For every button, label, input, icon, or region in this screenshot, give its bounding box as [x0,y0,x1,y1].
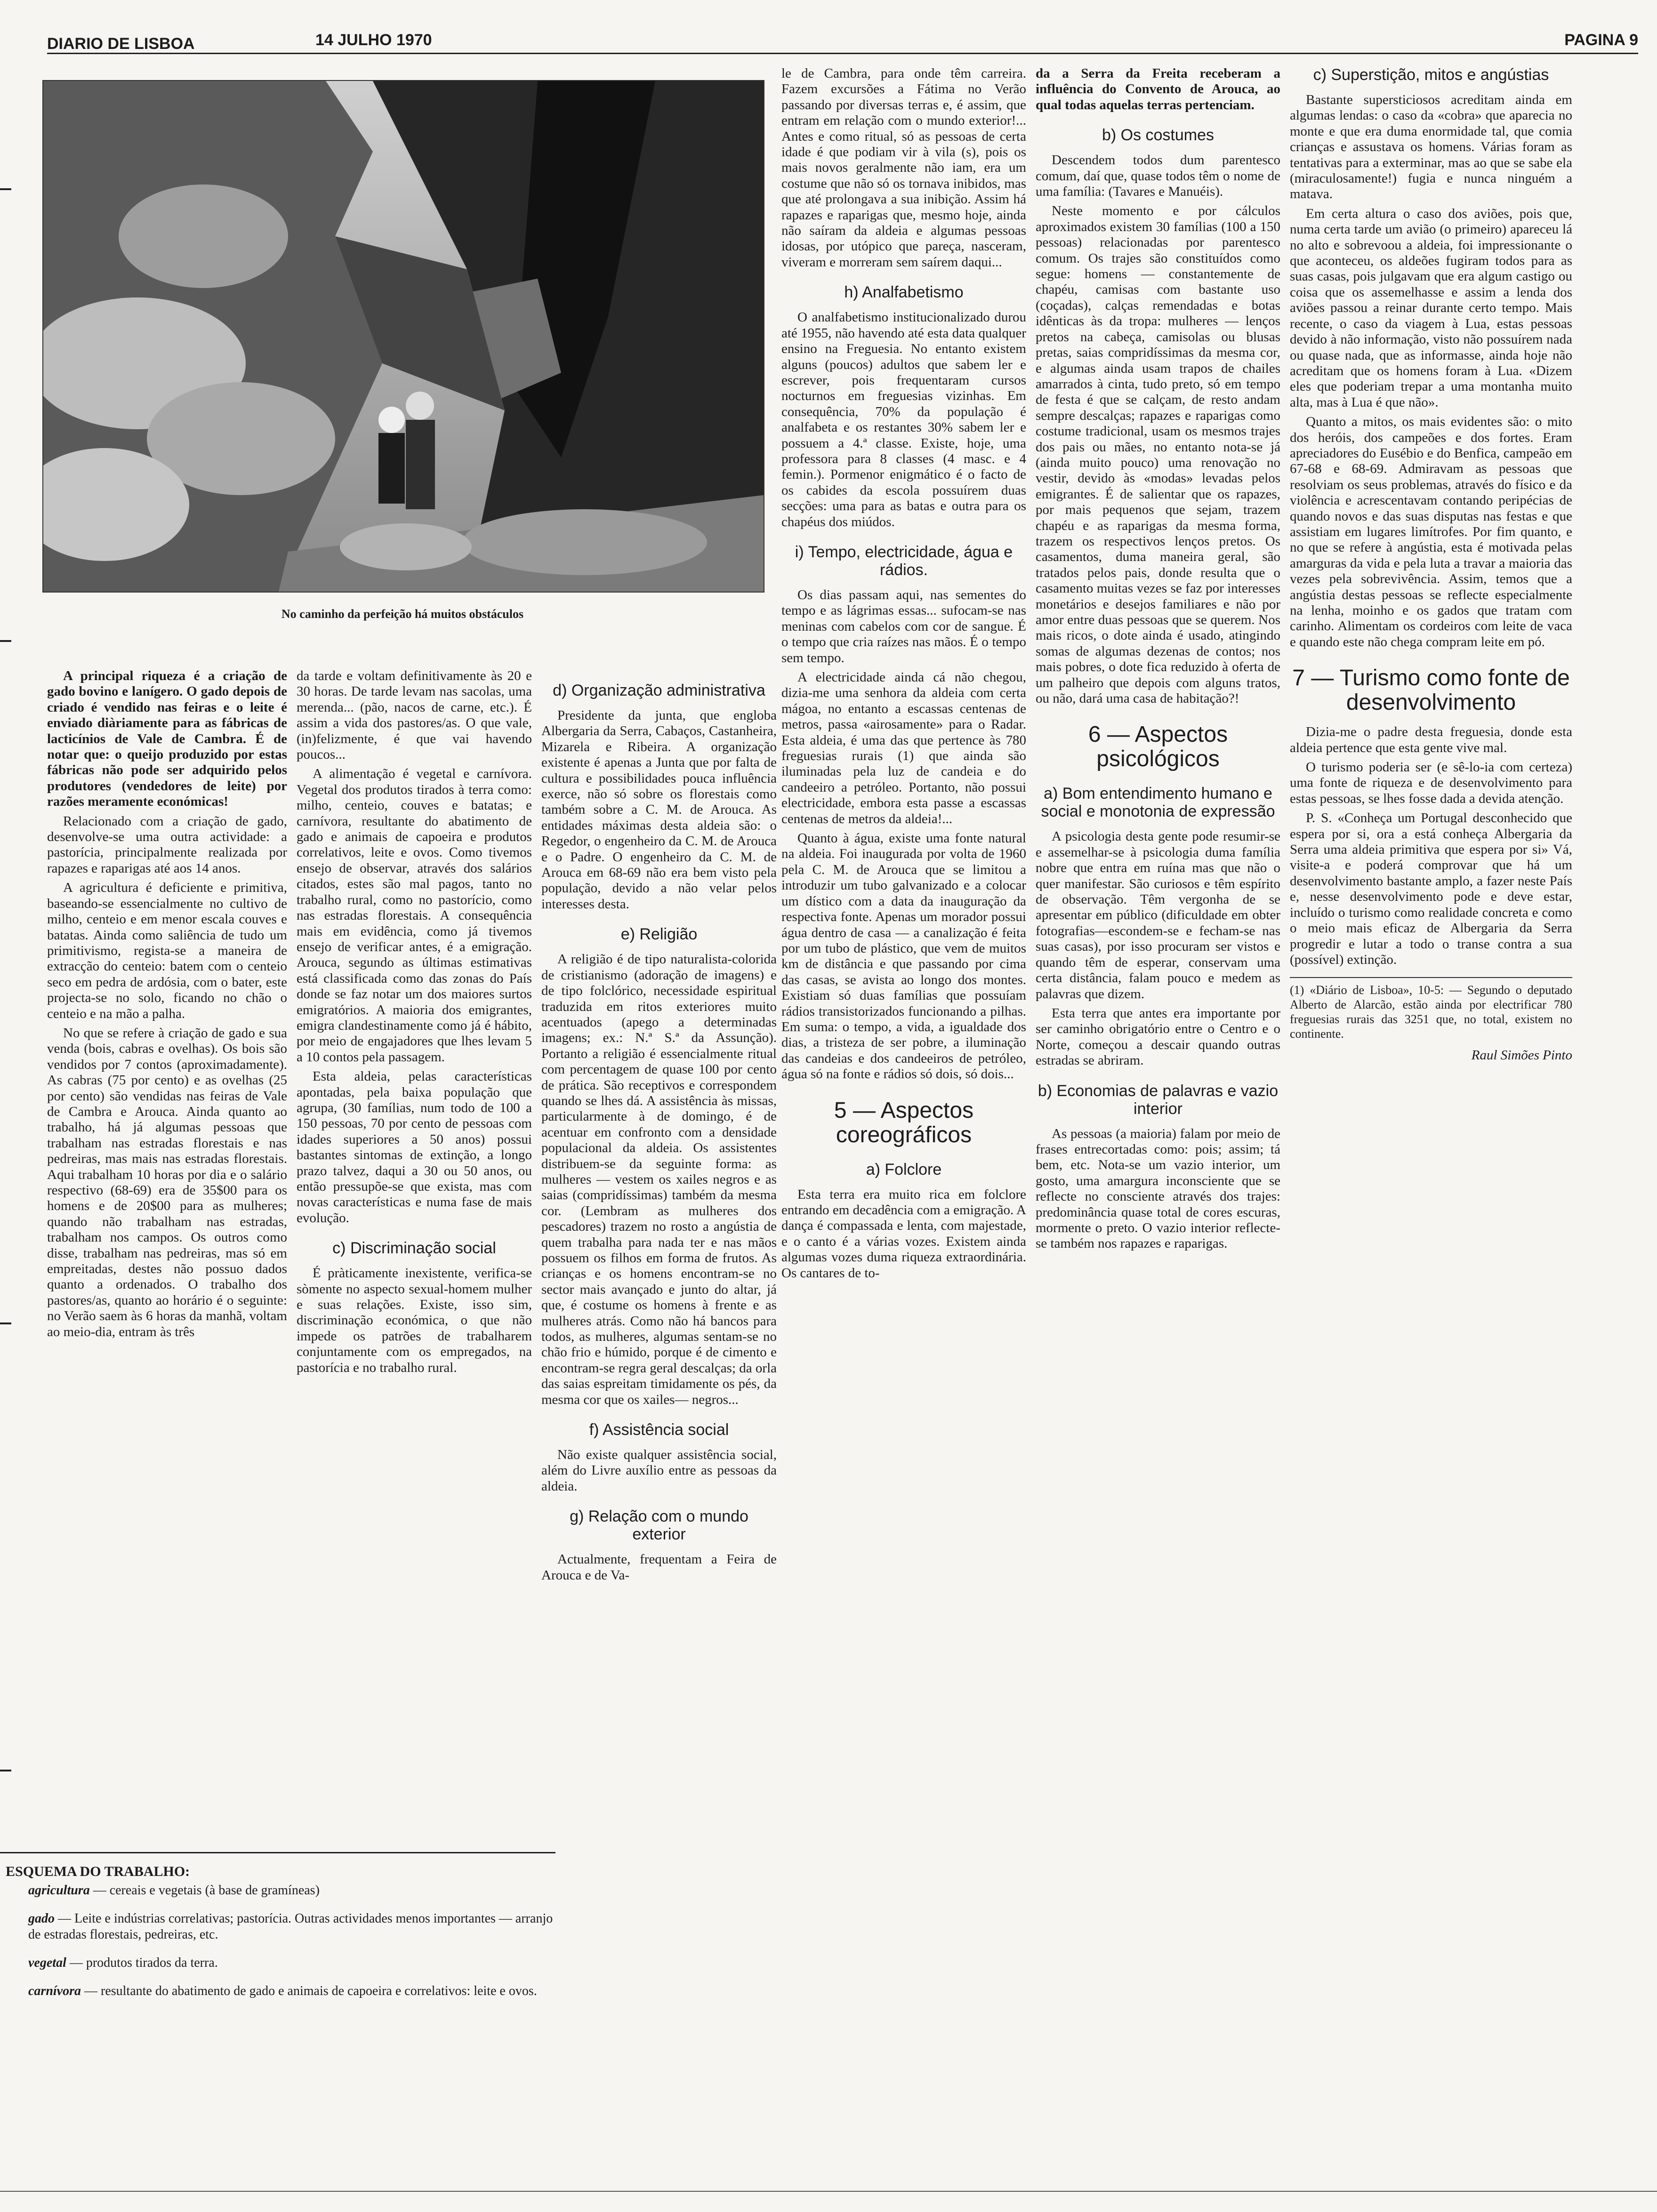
masthead [47,31,1638,56]
paragraph: A alimentação é vegetal e carnívora. Vegetal dos produtos tirados à terra como: milho, centeio, couves e batatas; e carnívora, resultante do abatimento de gado e animais de capoeira e produtos correlativos, leite e ovos. Como tivemos ensejo de observar, através dos salários citados, estes são mal pagos, tanto no trabalho rural, como no pastorício, como nas estradas florestais. A consequência mais em evidência, como já tivemos ensejo de verificar antes, é a emigração. Arouca, segundo as últimas estimativas está classificada como das zonas do País donde se faz notar um dos maiores surtos emigratórios. A maioria dos emigrantes, emigra clandestinamente como já é hábito, por meio de engajadores que lhes levam 5 a 10 contos pela passagem. [297,766,532,1065]
masthead-rule [47,53,1638,54]
paragraph: Actualmente, frequentam a Feira de Arouca e de Va- [541,1552,777,1583]
column-6 [1290,66,1572,1067]
column-1 [47,668,287,1344]
paragraph: A principal riqueza é a criação de gado bovino e lanígero. O gado depois de criado é vendido nas feiras e o leite é enviado diàriamente para as fábricas de lacticínios de Vale de Cambra. É de notar que: o queijo produzido por estas fábricas não pode ser adquirido pelos produtores (vendedores de leite) por razões meramente económicas! [47,668,287,809]
paragraph: Bastante supersticiosos acreditam ainda em algumas lendas: o caso da «cobra» que aparecia no monte e que era duma enormidade tal, que comia crianças e assustava os homens. Várias foram as tentativas para a exterminar, mas ao que se sabe ela (miraculosamente!) fugia e nunca ninguém a matava. [1290,92,1572,202]
section-heading: f) Assistência social [589,1421,729,1439]
column-5 [1036,66,1280,1256]
paragraph: Os dias passam aqui, nas sementes do tempo e as lágrimas essas... sufocam-se nas meninas com cabelos com cor de sangue. É o tempo que cria raízes nas mãos. É o tempo sem tempo. [781,587,1026,665]
section-heading: b) Os costumes [1102,126,1215,144]
photo-caption: No caminho da perfeição há muitos obstáculos [281,607,524,621]
photo-image [43,81,764,592]
section-heading: a) Folclore [866,1160,942,1178]
edge-mark [0,188,11,190]
paragraph: Descendem todos dum parentesco comum, daí que, quase todos têm o nome de uma família: (Tavares e Manuéis). [1036,152,1280,200]
paragraph: da tarde e voltam definitivamente às 20 e 30 horas. De tarde levam nas sacolas, uma merenda... (pão, nacos de carne, etc.). É assim a vida dos pastores/as. O que vale, (in)felizmente, é que vai havendo poucos... [297,668,532,762]
outline-item: vegetal — produtos tirados da terra. [28,1956,218,1970]
paragraph: le de Cambra, para onde têm carreira. Fazem excursões a Fátima no Verão passando por diversas terras e, é assim, que entram em relação com o mundo exterior!... Antes e como ritual, só as pessoas de certa idade é que podiam vir à vila (s), pois os mais novos geralmente não iam, era um costume que não só os tornava inibidos, mas que até prolongava a sua inibição. Assim há rapazes e raparigas que, mesmo hoje, ainda não saíram da aldeia e algumas pessoas idosas, por utópico que pareça, nasceram, viveram e morreram sem saírem daqui... [781,66,1026,270]
paragraph: As pessoas (a maioria) falam por meio de frases entrecortadas como: pois; assim; tá bem, etc. Nota-se um vazio interior, um gosto, uma amargura inconsciente que se reflecte no consciente através dos trajes: predominância quase total de cores escuras, mormente o preto. O vazio interior reflecte-se também nos rapazes e raparigas. [1036,1126,1280,1251]
section-heading: g) Relação com o mundo exterior [570,1507,748,1544]
section-heading: b) Economias de palavras e vazio interior [1038,1082,1279,1118]
article-photo [42,80,764,593]
paragraph: da a Serra da Freita receberam a influência do Convento de Arouca, ao qual todas aquelas terras pertenciam. [1036,66,1280,112]
footnote: (1) «Diário de Lisboa», 10-5: — Segundo o deputado Alberto de Alarcão, estão ainda por electrificar 780 freguesias rurais das 3251 que, no total, existem no continente. [1290,977,1572,1041]
outline-item: gado — Leite e indústrias correlativas; pastorícia. Outras actividades menos importantes — arranjo de estradas florestais, pedreiras, etc. [28,1911,553,1942]
paragraph: Esta terra era muito rica em folclore entrando em decadência com a emigração. A dança é compassada e lenta, com majestade, e o canto é a várias vozes. Existem ainda algumas vozes duma riqueza extraordinária. Os cantares de to- [781,1186,1026,1281]
column-4 [781,66,1026,1285]
paragraph: Quanto a mitos, os mais evidentes são: o mito dos heróis, dos campeões e dos fortes. Eram apreciadores do Eusébio e do Benfica, campeão em 67-68 e 68-69. Admiravam as pessoas que resolviam os seus problemas, através do físico e da violência e acrescentavam contando peripécias de quando novos e das suas disputas nas festas e que assistiam em lugares limítrofes. Por fim quanto, e no que se refere à angústia, esta é motivada pelas amarguras da vida e pela luta a travar a maioria das vezes pela sobrevivência. Assim, temos que a angústia destas pessoas se reflecte especialmente na lenha, moinho e os gados que tratam com carinho. Alimentam os cordeiros com leite de vaca e quando este não chega compram leite em pó. [1290,414,1572,649]
paragraph: A agricultura é deficiente e primitiva, baseando-se essencialmente no cultivo de milho, centeio e em menor escala couves e batatas. Ainda como saliência de tudo um primitivismo, regista-se a maneira de extracção do centeio: batem com o centeio seco em pedra de ardósia, com o bater, este projecta-se no solo, ficando no chão o centeio e na mão a palha. [47,880,287,1021]
chapter-heading: 5 — Aspectos coreográficos [834,1098,974,1147]
paragraph: Quanto à água, existe uma fonte natural na aldeia. Foi inaugurada por volta de 1960 pela C. M. de Arouca que se limitou a introduzir um tubo galvanizado e a colocar um dístico com a data da inauguração da respectiva fonte. Apenas um morador possui água dentro de casa — a canalização é feita por um tubo de plástico, que vem de muitos km de distância e que passando por cima das casas, se avista ao longo dos montes. Existiam só duas famílias que possuíam rádios transistorizados funcionando a pilhas. Em suma: o tempo, a vida, a igualdade dos dias, a tristeza de ser pobre, a iluminação das candeias e dos candeeiros de petróleo, água só na fonte e rádios só dois, só dois... [781,831,1026,1082]
paragraph: P. S. «Conheça um Portugal desconhecido que espera por si, ora a está conheça Albergaria da Serra uma aldeia primitiva que espera por si» Vá, visite-a e poderá comprovar que há um desenvolvimento bastante amplo, a fazer neste País e, nesse desenvolvimento pode e deve estar, incluído o turismo como realidade concreta e como o meio mais eficaz de Albergaria da Serra progredir e lutar a todo o transe contra a sua (possível) extinção. [1290,810,1572,967]
paragraph: Em certa altura o caso dos aviões, pois que, numa certa tarde um avião (o primeiro) apareceu lá no alto e sobrevoou a aldeia, foi impressionante o que aconteceu, os aldeões fugiram todos para as suas casas, pois julgavam que era algum castigo ou coisa que os assemelhasse e assim a lenda dos aviões passou a reinar durante certo tempo. Mais recente, o caso da viagem à Lua, estas pessoas devido à não informação, visto não possuírem nada ou quase nada, que as informasse, ainda hoje não acreditam que os homens foram à Lua. «Dizem eles que poderiam trepar a uma montanha muito alta, mas à Lua é que não». [1290,206,1572,410]
section-heading: c) Discriminação social [332,1239,496,1258]
paragraph: É pràticamente inexistente, verifica-se sòmente no aspecto sexual-homem mulher e suas relações. Existe, isso sim, discriminação económica, o que não impede os patrões de trabalharem conjuntamente com os empregados, na pastorícia e no trabalho rural. [297,1266,532,1375]
section-heading: d) Organização administrativa [553,681,765,699]
edge-mark [0,640,11,642]
paragraph: A electricidade ainda cá não chegou, dizia-me uma senhora da aldeia com certa mágoa, no entanto a escassas centenas de metros, passa «airosamente» para o Radar. Esta aldeia, é uma das que pertence às 780 freguesias rurais (1) que ainda são iluminadas pela luz de candeia e do candeeiro a petróleo. Portanto, não possui electricidade, embora esta passe a escassas centenas de metros da aldeia!... [781,670,1026,826]
paragraph: O turismo poderia ser (e sê-lo-ia com certeza) uma fonte de riqueza e de desenvolvimento para estas pessoas, se lhes fosse dada a devida atenção. [1290,760,1572,806]
section-heading: c) Superstição, mitos e angústias [1313,66,1549,84]
paragraph: A religião é de tipo naturalista-colorida de cristianismo (adoração de imagens) e de tipo folclórico, necessidade espiritual traduzida em ritos exteriores muito acentuados (apego a determinadas imagens; ex.: N.ª S.ª da Assunção). Portanto a religião é essencialmente ritual com percentagem de quase 100 por cento de prática. São receptivos e correspondem quando se lhes dá. A assistência às missas, particularmente à de domingo, é de acentuar em confronto com a densidade populacional da aldeia. Os assistentes distribuem-se da seguinte forma: as mulheres — vestem os xailes negros e as saias (compridíssimas) também da mesma cor. (Lembram as mulheres dos pescadores) trazem no rosto a angústia de quem trabalha para nada ter e nas mãos possuem os filhos em forma de frutos. As crianças e os homens encontram-se no sector mais avançado e junto do altar, já que, é costume os homens à frente e as mulheres atrás. Como não há bancos para todos, as mulheres, algumas sentam-se no chão frio e húmido, porque é de cimento e encontram-se regra geral descalças; da orla das saias espreitam timidamente os pés, da mesma cor que os xailes— negros... [541,952,777,1407]
column-2 [297,668,532,1379]
issue-date: 14 JULHO 1970 [315,31,432,49]
section-heading: a) Bom entendimento humano e social e monotonia de expressão [1041,785,1275,821]
paragraph: O analfabetismo institucionalizado durou até 1955, não havendo até esta data qualquer ensino na Freguesia. No entanto existem alguns (poucos) adultos que sabem ler e escrever, pois frequentaram cursos nocturnos em freguesias vizinhas. Em consequência, 70% da população é analfabeta e os restantes 30% sabem ler e possuem a 4.ª classe. Existe, hoje, uma professora para 8 classes (4 masc. e 4 femin.). Pormenor enigmático é o facto de os cabides da escola possuírem duas secções: uma para as batas e outra para os chapéus dos miúdos. [781,310,1026,529]
paragraph: Dizia-me o padre desta freguesia, donde esta aldeia pertence que esta gente vive mal. [1290,724,1572,755]
chapter-heading: 7 — Turismo como fonte de desenvolvimento [1292,665,1570,715]
page-bottom-rule [0,2191,1657,2192]
section-heading: h) Analfabetismo [844,283,964,302]
paragraph: No que se refere à criação de gado e sua venda (bois, cabras e ovelhas). Os bois são vendidos por 7 contos (aproximadamente). As cabras (75 por cento) e as ovelhas (25 por cento) são vendidas nas feiras de Vale de Cambra e Arouca. Ainda quanto ao trabalho, há já algumas pessoas que trabalham nas estradas florestais e nas pedreiras, mas mais nas estradas florestais. Aqui trabalham 10 horas por dia e o salário respectivo (68-69) era de 35$00 para os homens e de 20$00 para as mulheres; quando não trabalham nas estradas, trabalham nos campos. Os outros como disse, trabalham nas pedreiras, mas só em empreitadas, destes não possuo dados quanto a ordenados. O trabalho dos pastores/as, quanto ao horário é o seguinte: no Verão saem às 6 horas da manhã, voltam ao meio-dia, entram às três [47,1025,287,1339]
newspaper-name: DIARIO DE LISBOA [47,35,195,53]
column-3 [541,668,777,1587]
edge-mark [0,1770,11,1771]
paragraph: Esta terra que antes era importante por ser caminho obrigatório entre o Centro e o Norte, começou a descair quando outras estradas se abriram. [1036,1005,1280,1068]
section-heading: e) Religião [620,925,698,944]
section-heading: i) Tempo, electricidade, água e rádios. [795,543,1013,579]
edge-mark [0,1322,11,1324]
outline-title: ESQUEMA DO TRABALHO: [6,1864,190,1879]
paragraph: A psicologia desta gente pode resumir-se e assemelhar-se à psicologia duma família nobre que entra em ruína mas que não o quer manifestar. São curiosos e têm espírito de observação. Têm vergonha de se apresentar em público (dificuldade em obter fotografias—escondem-se e fecham-se nas suas casas), por isso procuram ser vistos e quando têm de esperar, conservam uma certa distância, falam pouco e medem as palavras que dizem. [1036,829,1280,1002]
author-signature: Raul Simões Pinto [1471,1048,1572,1063]
paragraph: Presidente da junta, que engloba Albergaria da Serra, Cabaços, Castanheira, Mizarela e Ribeira. A organização existente é apenas a Junta que por falta de cultura e possibilidades pouca influência exerce, não só sobre os florestais como também sobre a C. M. de Arouca. As entidades máximas desta aldeia são: o Regedor, o engenheiro da C. M. de Arouca e o Padre. O engenheiro da C. M. de Arouca em 68-69 não era bem visto pela população, devido a não velar pelos interesses desta. [541,708,777,912]
paragraph: Não existe qualquer assistência social, além do Livre auxílio entre as pessoas da aldeia. [541,1447,777,1494]
paragraph: Neste momento e por cálculos aproximados existem 30 famílias (100 a 150 pessoas) relacionadas por parentesco comum. Os trajes são constituídos como segue: homens — constantemente de chapéu, camisas com bastante uso (coçadas), calças remendadas e botas idênticas às da tropa: mulheres — lenços pretos na cabeça, camisolas ou blusas pretas, saias compridíssimas da mesma cor, e algumas ainda usam trapos de chailes amarrados à cinta, tudo preto, só em tempo de festa é que se calçam, de resto andam sempre descalças; rapazes e raparigas como costume tradicional, usam os mesmos trajes dos pais ou mães, no entanto nota-se já (ainda muito pouco) uma renovação no vestir, devido às «modas» levadas pelos emigrantes. É de salientar que os rapazes, por mais pequenos que sejam, trazem chapéu e as raparigas da mesma forma, trazem os respectivos lenços pretos. Os casamentos, duma maneira geral, são tratados pelos pais, donde resulta que o casamento muitas vezes se faz por interesses monetários e desejos familiares e não por amor entre duas pessoas que se querem. Nos mais ricos, o dote ainda é usado, atingindo somas de algumas dezenas de contos; nos mais pobres, o dote fica reduzido à oferta de um palheiro que depois com alguns tratos, ou não, dará uma casa de habitação?! [1036,203,1280,706]
paragraph: Relacionado com a criação de gado, desenvolve-se uma outra actividade: a pastorícia, principalmente realizada por rapazes e raparigas até aos 14 anos. [47,813,287,876]
outline-item: carnívora — resultante do abatimento de gado e animais de capoeira e correlativos: leite e ovos. [28,1984,537,1998]
page-number: PAGINA 9 [1564,31,1638,49]
paragraph: Esta aldeia, pelas características apontadas, pela baixa população que agrupa, (30 famílias, num todo de 100 a 150 pessoas, 70 por cento de pessoas com idades superiores a 50 anos) possui bastantes sintomas de extinção, a longo prazo talvez, daqui a 30 ou 50 anos, ou então pressupõe-se que exista, mas com novas características e numa fase de mais evolução. [297,1069,532,1226]
work-outline-box [0,1852,555,2012]
outline-item: agricultura — cereais e vegetais (à base de gramíneas) [28,1883,320,1898]
chapter-heading: 6 — Aspectos psicológicos [1088,722,1228,772]
